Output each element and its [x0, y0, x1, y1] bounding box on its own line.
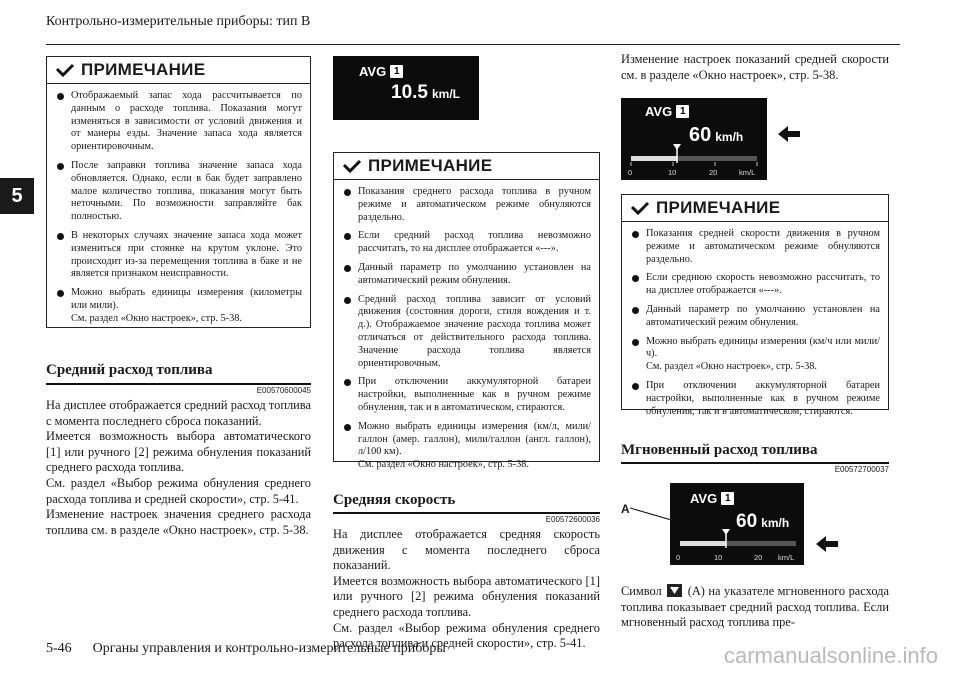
note-item: Если среднюю скорость невозможно рассчитать, то на дисплее отображается «---». — [630, 272, 880, 298]
note-item: После заправки топлива значение запаса хода обновляется. Однако, если в бак будет заправлено малое количество топлива, показания могут быть неточными. По возможности заправляйте бак полностью. — [55, 160, 302, 224]
marker-symbol-icon — [667, 584, 682, 597]
scale-label: 10 — [668, 168, 677, 177]
section-code: E00572600036 — [545, 515, 600, 524]
unit-text: km/h — [761, 516, 790, 530]
value-text: 10.5 — [391, 82, 428, 103]
note-item: При отключении аккумуляторной батареи настройки, выполненные как в ручном режиме обнуления, так и в автоматическом, стираются. — [342, 376, 591, 414]
checkmark-icon — [342, 159, 362, 173]
note-heading: ПРИМЕЧАНИЕ — [368, 156, 493, 175]
note-box-avg-fuel — [333, 152, 600, 471]
note-item: Показания среднего расхода топлива в ручном режиме и автоматическом режиме обнуляются раздельно. — [342, 186, 591, 224]
scale-label: km/L — [739, 168, 756, 177]
section-title-avg-speed: Средняя скорость — [333, 492, 456, 508]
header-rule — [46, 44, 900, 45]
unit-text: km/h — [715, 130, 744, 144]
avg-label — [690, 491, 734, 506]
scale-label: 20 — [709, 168, 718, 177]
paragraph: На дисплее отображается средняя скорость движения с момента последнего сброса показаний. — [333, 527, 600, 573]
note-item: Данный параметр по умолчанию установлен на автоматический режим обнуления. — [630, 304, 880, 330]
section-rule — [621, 462, 889, 464]
section-rule — [333, 512, 600, 514]
note-item: Данный параметр по умолчанию установлен на автоматический режим обнуления. — [342, 262, 591, 288]
note-box-avg-speed — [621, 194, 889, 417]
mode-number-badge: 1 — [676, 105, 689, 118]
running-header: Контрольно-измерительные приборы: тип В — [46, 14, 311, 29]
page-number: 5-46 — [46, 641, 72, 656]
note-item: В некоторых случаях значение запаса хода может измениться при стоянке на крутом уклоне. Это происходит из-за перемещения топлива в баке и не является признаком неисправности. — [55, 230, 302, 281]
unit-text: km/L — [431, 87, 460, 101]
note-item: Можно выбрать единицы измерения (километры или мили). См. раздел «Окно настроек», стр. 5-38. — [55, 287, 302, 325]
section-code: E00572700037 — [834, 465, 889, 474]
watermark[interactable]: carmanualsonline.info — [723, 643, 938, 668]
scale-label: 20 — [754, 553, 763, 562]
paragraph: См. раздел «Выбор режима обнуления среднего расхода топлива и средней скорости», стр. 5-41. — [46, 475, 311, 506]
section-title-inst-fuel: Мгновенный расход топлива — [621, 442, 818, 458]
checkmark-icon — [55, 63, 75, 77]
section-body-avg-fuel — [46, 398, 311, 538]
col3-intro: Изменение настроек показаний средней скорости см. в разделе «Окно настроек», стр. 5-38. — [621, 52, 889, 82]
note-list — [47, 84, 310, 332]
avg-label — [359, 64, 403, 79]
text-after: (A) на указателе мгновенного расхода топлива показывает средний расход топлива. Если мгновенный расход топлива пре- — [621, 584, 889, 630]
paragraph: Имеется возможность выбора автоматического [1] или ручного [2] режима обнуления показаний среднего расхода топлива. — [46, 429, 311, 475]
note-item: Показания средней скорости движения в ручном режиме и автоматическом режиме обнуляются раздельно. — [630, 228, 880, 266]
avg-text: AVG — [645, 104, 673, 119]
note-header — [334, 153, 599, 180]
scale-label: 10 — [714, 553, 723, 562]
pointer-arrow-icon — [778, 124, 800, 144]
paragraph: Имеется возможность выбора автоматического [1] или ручного [2] режима обнуления показаний среднего расхода топлива. — [333, 573, 600, 619]
value-text: 60 — [736, 511, 758, 532]
value-text: 60 — [689, 124, 712, 146]
note-header — [622, 195, 888, 222]
note-list — [334, 180, 599, 478]
section-title-avg-fuel: Средний расход топлива — [46, 362, 213, 378]
note-item: Можно выбрать единицы измерения (км/ч или мили/ч). См. раздел «Окно настроек», стр. 5-38. — [630, 336, 880, 374]
note-item: Можно выбрать единицы измерения (км/л, мили/галлон (амер. галлон), мили/галлон (англ. галлон), л/100 км). См. раздел «Окно настроек», стр. 5-38. — [342, 421, 591, 472]
checkmark-icon — [630, 201, 650, 215]
scale-label: 0 — [676, 553, 681, 562]
note-heading: ПРИМЕЧАНИЕ — [81, 60, 206, 79]
note-header — [47, 57, 310, 84]
chapter-tab: 5 — [0, 178, 34, 214]
text-before: Символ — [621, 584, 662, 598]
note-item: Отображаемый запас хода рассчитывается по данным о расходе топлива. Показания могут изменяться в зависимости от условий движения и от манеры езды. Значение запаса хода является ориентировочным. — [55, 90, 302, 154]
scale-label: km/L — [778, 553, 795, 562]
mode-number-badge: 1 — [721, 492, 734, 505]
inst-fuel-body — [621, 584, 889, 631]
avg-speed-display — [621, 98, 767, 180]
pointer-arrow-icon — [816, 534, 838, 554]
page-footer — [46, 641, 446, 657]
note-item: Если средний расход топлива невозможно рассчитать, то на дисплее отображается «---». — [342, 230, 591, 256]
section-rule — [46, 383, 311, 385]
avg-text: AVG — [690, 491, 718, 506]
note-list — [622, 222, 888, 424]
display-value — [391, 82, 460, 104]
scale-label: 0 — [628, 168, 633, 177]
note-heading: ПРИМЕЧАНИЕ — [656, 198, 781, 217]
avg-fuel-display — [333, 56, 479, 120]
paragraph: На дисплее отображается средний расход топлива с момента последнего сброса показаний. — [46, 398, 311, 428]
footer-title: Органы управления и контрольно-измерительные приборы — [92, 641, 446, 656]
note-item: При отключении аккумуляторной батареи настройки, выполненные как в ручном режиме обнуления, так и в автоматическом, стираются. — [630, 380, 880, 418]
label-a: A — [621, 502, 630, 516]
avg-label — [645, 104, 689, 119]
paragraph: Изменение настроек значения среднего расхода топлива см. в разделе «Окно настроек», стр. 5-38. — [46, 507, 311, 537]
inst-fuel-display — [670, 483, 804, 565]
note-item: Средний расход топлива зависит от условий движения (состояния дороги, стиля вождения и т. д.). Отображаемое значение расхода топлива может отличаться от действительного расхода топлива. Значение расхода топлива является ориентировочным. — [342, 294, 591, 371]
paragraph: См. раздел «Выбор режима обнуления среднего расхода топлива и средней скорости», стр. 5-41. — [333, 620, 600, 651]
section-code: E00570600045 — [256, 386, 311, 395]
avg-text: AVG — [359, 64, 387, 79]
mode-number-badge: 1 — [390, 65, 403, 78]
section-body-avg-speed — [333, 527, 600, 652]
note-box-range — [46, 56, 311, 328]
